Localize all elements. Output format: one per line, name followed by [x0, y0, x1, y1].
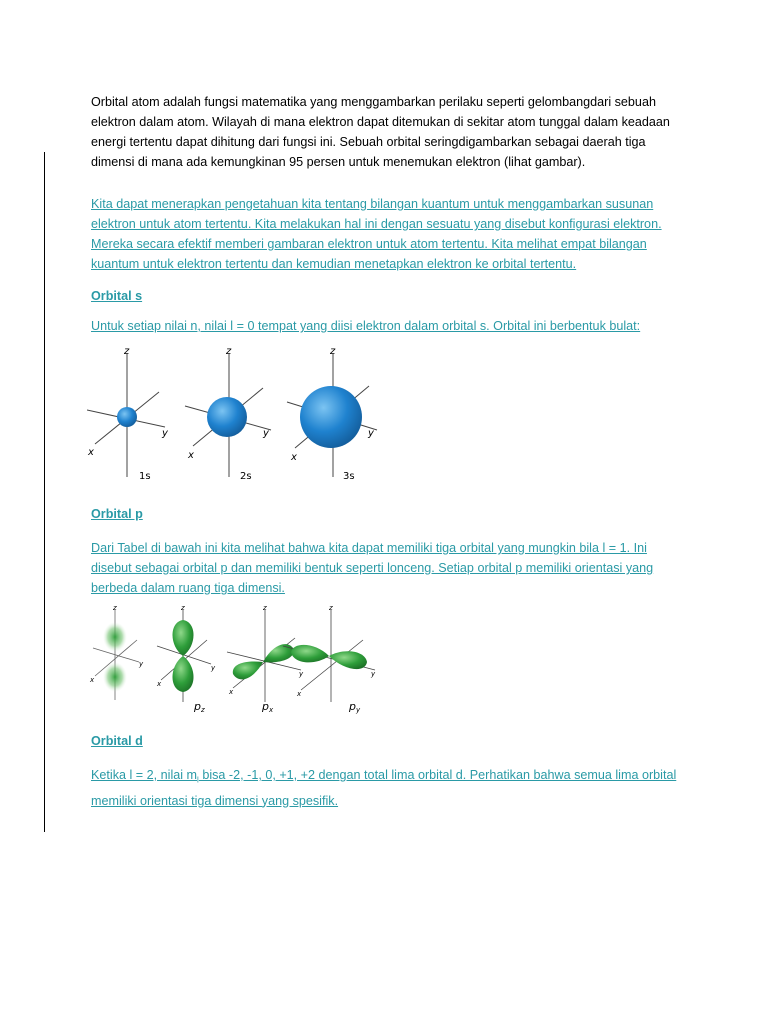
axis-z-label: z — [181, 604, 185, 612]
axis-z-label: z — [263, 604, 267, 612]
orbital-s-text[interactable]: Untuk setiap nilai n, nilai l = 0 tempat yang diisi elektron dalam orbital s. Orbital ini berbentuk bulat: — [91, 319, 641, 333]
document-content — [88, 92, 691, 811]
axis-y-label: y — [299, 670, 304, 678]
orbital-label: 1s — [139, 471, 151, 482]
orbital-label: py — [349, 700, 361, 714]
orbital-label: 3s — [343, 471, 355, 482]
axis-x-label: x — [188, 450, 194, 461]
axis-z-label: z — [226, 346, 232, 357]
axis-x-label: x — [297, 690, 302, 698]
axis-y-label: y — [371, 670, 376, 678]
orbital-px — [227, 604, 304, 714]
orbital-1s — [87, 346, 169, 482]
axis-y-label: y — [368, 428, 374, 439]
intro-paragraph: Orbital atom adalah fungsi matematika yang menggambarkan perilaku seperti gelombangdari sebuah elektron dalam atom. Wilayah di mana elektron dapat ditemukan di sekitar atom tunggal dalam keadaan energi tertentu dapat dihitung dari fungsi ini. Sebuah orbital seringdigambarkan sebagai daerah tiga dimensi di mana ada kemungkinan 95 persen untuk menemukan elektron (lihat gambar). — [91, 95, 670, 169]
orbital-label: px — [262, 700, 274, 714]
page-margin-bar — [44, 152, 45, 832]
axis-z-label: z — [330, 346, 336, 357]
orbital-2s — [185, 346, 271, 482]
p-density-cloud — [89, 604, 144, 700]
orbital-pz — [156, 604, 216, 714]
s-orbital-figure — [87, 342, 387, 492]
axis-y-label: y — [211, 664, 216, 672]
axis-z-label: z — [329, 604, 333, 612]
orbital-p-heading[interactable]: Orbital p — [91, 507, 143, 521]
axis-x-label: x — [229, 688, 234, 696]
axis-y-label: y — [139, 660, 144, 668]
axis-x-label: x — [291, 452, 297, 463]
orbital-p-text[interactable]: Dari Tabel di bawah ini kita melihat bahwa kita dapat memiliki tiga orbital yang mungkin bila l = 1. Ini disebut sebagai orbital p dan memiliki bentuk seperti lonceng. Setiap orbital p memiliki orientasi yang berbeda dalam ruang tiga dimensi. — [91, 541, 654, 595]
axis-y-label: y — [263, 428, 269, 439]
axis-z-label: z — [124, 346, 130, 357]
orbital-label: 2s — [240, 471, 252, 482]
axis-y-label: y — [162, 428, 168, 439]
orbital-3s — [287, 346, 377, 482]
orbital-d-text[interactable]: Ketika l = 2, nilai $m_l$ bisa -2, -1, 0, +1, +2 dengan total lima orbital d. Perhatikan bahwa semua lima orbital memiliki orientasi tiga dimensi yang spesifik. — [91, 768, 677, 808]
orbital-py — [283, 604, 376, 714]
axis-x-label: x — [90, 676, 95, 684]
quantum-paragraph-link[interactable]: Kita dapat menerapkan pengetahuan kita tentang bilangan kuantum untuk menggambarkan susunan elektron untuk atom tertentu. Kita melakukan hal ini dengan sesuatu yang disebut konfigurasi elektron. Mereka secara efektif memberi gambaran elektron untuk atom tertentu. Kita melihat empat bilangan kuantum untuk elektron tertentu dan kemudian menetapkan elektron ke orbital tertentu. — [91, 197, 662, 271]
axis-x-label: x — [88, 447, 94, 458]
axis-z-label: z — [113, 604, 117, 612]
orbital-label: pz — [194, 700, 205, 714]
axis-x-label: x — [157, 680, 162, 688]
orbital-d-heading[interactable]: Orbital d — [91, 734, 143, 748]
orbital-s-heading[interactable]: Orbital s — [91, 289, 143, 303]
p-orbital-figure — [87, 604, 387, 719]
